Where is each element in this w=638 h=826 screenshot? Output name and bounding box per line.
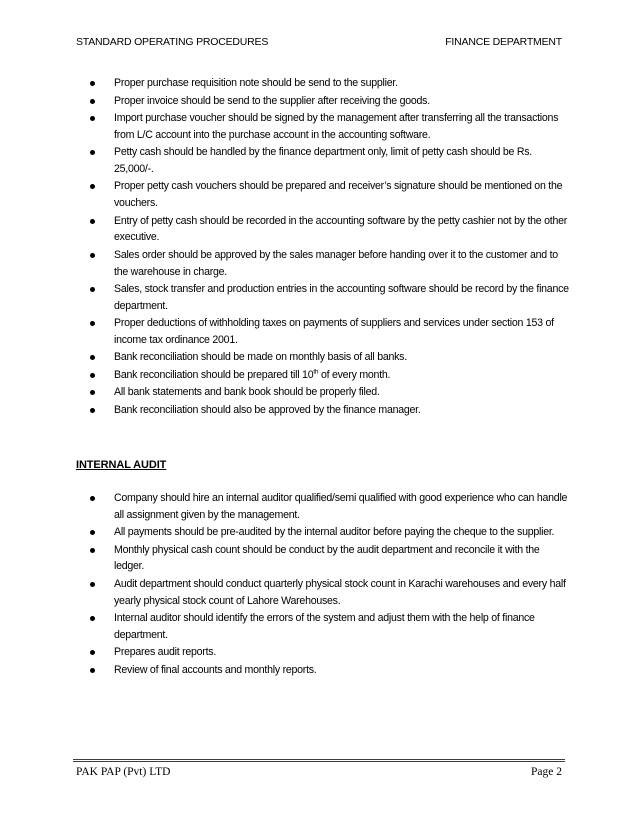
- list-item: [90, 402, 570, 419]
- list-item: [90, 93, 570, 110]
- list-item: [90, 367, 570, 384]
- list-item-text: Entry of petty cash should be recorded in the accounting software by the petty cashier not by the other executive.: [114, 214, 568, 244]
- page-header: [76, 36, 562, 50]
- list-item-text: Bank reconciliation should also be approved by the finance manager.: [114, 403, 421, 416]
- bullet-icon: [90, 150, 95, 155]
- list-item: [90, 384, 570, 401]
- internal-audit-heading: INTERNAL AUDIT: [76, 459, 167, 471]
- list-item-text: Proper invoice should be send to the supplier after receiving the goods.: [114, 94, 430, 107]
- internal-audit-list: [90, 490, 570, 679]
- list-item: [90, 610, 570, 643]
- list-item: [90, 281, 570, 314]
- header-title: STANDARD OPERATING PROCEDURES: [76, 36, 269, 48]
- list-item: [90, 75, 570, 92]
- list-item-text: Review of final accounts and monthly reports.: [114, 663, 317, 676]
- list-item-text: Proper deductions of withholding taxes on payments of suppliers and services under section 153 of income tax ordinance 2001.: [114, 317, 554, 346]
- list-item: [90, 576, 570, 609]
- bullet-icon: [90, 253, 95, 258]
- list-item-text: Bank reconciliation should be made on monthly basis of all banks.: [114, 351, 407, 364]
- list-item-text: Monthly physical cash count should be conduct by the audit department and reconcile it with the ledger.: [114, 543, 540, 573]
- list-item-text: All payments should be pre-audited by the internal auditor before paying the cheque to the supplier.: [114, 526, 555, 539]
- list-item-text: Import purchase voucher should be signed by the management after transferring all the transactions from L/C account into the purchase account in the accounting software.: [114, 112, 559, 141]
- list-item-text: Petty cash should be handled by the finance department only, limit of petty cash should be Rs. 25,000/-.: [114, 146, 532, 175]
- bullet-icon: [90, 219, 95, 224]
- list-item: [90, 644, 570, 661]
- bullet-icon: [90, 99, 95, 104]
- footer-company: PAK PAP (Pvt) LTD: [76, 766, 171, 778]
- header-department: FINANCE DEPARTMENT: [445, 36, 562, 48]
- bullet-icon: [90, 81, 95, 86]
- bullet-icon: [90, 616, 95, 621]
- list-item: [90, 247, 570, 280]
- bullet-icon: [90, 408, 95, 413]
- bullet-icon: [90, 373, 95, 378]
- page-footer: [76, 766, 562, 782]
- bullet-icon: [90, 287, 95, 292]
- list-item: [90, 110, 570, 143]
- list-item-text: Company should hire an internal auditor qualified/semi qualified with good experience who can handle all assignment given by the management.: [114, 492, 568, 521]
- list-item: [90, 315, 570, 348]
- list-item: [90, 542, 570, 575]
- bullet-icon: [90, 184, 95, 189]
- bullet-icon: [90, 496, 95, 501]
- list-item-text: All bank statements and bank book should be properly filed.: [114, 386, 380, 399]
- list-item: [90, 662, 570, 679]
- list-item-text: Internal auditor should identify the errors of the system and adjust them with the help of finance department.: [114, 612, 535, 641]
- list-item: [90, 349, 570, 366]
- page-number: Page 2: [531, 766, 562, 778]
- list-item-text: Sales, stock transfer and production entries in the accounting software should be record by the finance department.: [114, 283, 569, 312]
- reconciliation-deadline-text: Bank reconciliation should be prepared till 10th of every month.: [114, 368, 391, 381]
- bullet-icon: [90, 355, 95, 360]
- list-item: [90, 144, 570, 177]
- list-item: [90, 178, 570, 211]
- list-item-text: Audit department should conduct quarterly physical stock count in Karachi warehouses and every half yearly physical stock count of Lahore Warehouses.: [114, 577, 566, 607]
- footer-divider: [73, 759, 565, 762]
- list-item-text: Sales order should be approved by the sales manager before handing over it to the customer and to the warehouse in charge.: [114, 248, 558, 278]
- bullet-icon: [90, 548, 95, 553]
- bullet-icon: [90, 116, 95, 121]
- list-item-text: Proper petty cash vouchers should be prepared and receiver’s signature should be mentioned on the vouchers.: [114, 180, 563, 210]
- procedures-list: [90, 75, 570, 419]
- list-item-text: Prepares audit reports.: [114, 646, 217, 659]
- bullet-icon: [90, 321, 95, 326]
- list-item-text: Proper purchase requisition note should be send to the supplier.: [114, 77, 398, 89]
- bullet-icon: [90, 668, 95, 673]
- bullet-icon: [90, 530, 95, 535]
- bullet-icon: [90, 390, 95, 395]
- bullet-icon: [90, 582, 95, 587]
- bullet-icon: [90, 650, 95, 655]
- list-item: [90, 490, 570, 523]
- list-item: [90, 524, 570, 541]
- list-item: [90, 213, 570, 246]
